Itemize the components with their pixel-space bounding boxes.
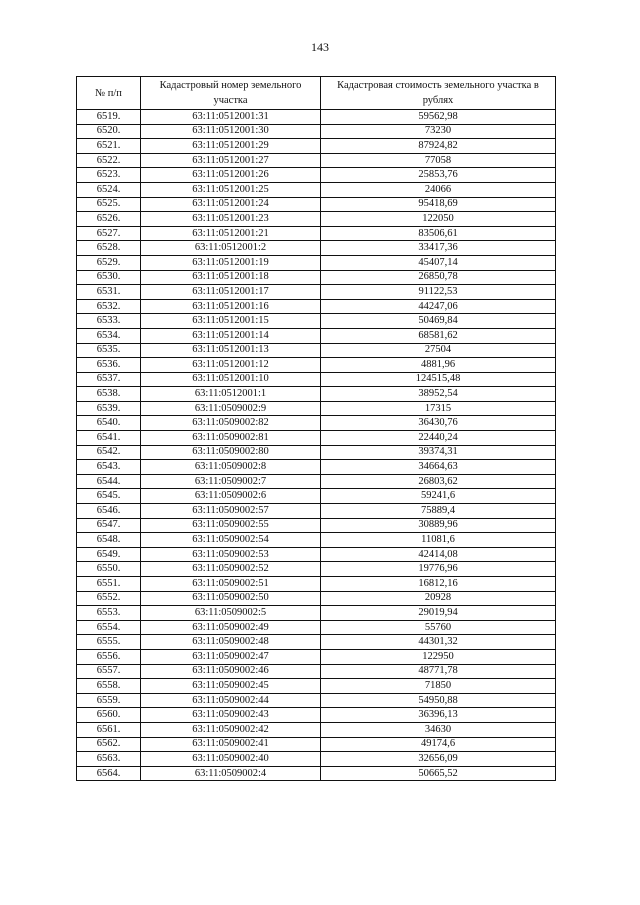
cell-cadastral-value: 11081,6: [321, 533, 556, 548]
cell-cadastral-number: 63:11:0512001:2: [141, 241, 321, 256]
header-cadastral-number: Кадастровый номер земельного участка: [141, 77, 321, 110]
cell-row-number: 6557.: [77, 664, 141, 679]
cell-row-number: 6547.: [77, 518, 141, 533]
cell-cadastral-number: 63:11:0512001:29: [141, 139, 321, 154]
cell-cadastral-number: 63:11:0512001:26: [141, 168, 321, 183]
cell-row-number: 6559.: [77, 693, 141, 708]
table-row: [77, 328, 556, 343]
cell-row-number: 6550.: [77, 562, 141, 577]
header-cadastral-value: Кадастровая стоимость земельного участка в рублях: [321, 77, 556, 110]
cell-cadastral-number: 63:11:0512001:10: [141, 372, 321, 387]
cell-row-number: 6543.: [77, 460, 141, 475]
cell-row-number: 6535.: [77, 343, 141, 358]
cell-cadastral-number: 63:11:0509002:4: [141, 766, 321, 781]
cell-cadastral-value: 122950: [321, 649, 556, 664]
cell-cadastral-value: 122050: [321, 212, 556, 227]
cell-cadastral-value: 4881,96: [321, 358, 556, 373]
cell-row-number: 6541.: [77, 431, 141, 446]
cell-cadastral-value: 29019,94: [321, 606, 556, 621]
cell-cadastral-value: 68581,62: [321, 328, 556, 343]
cell-row-number: 6519.: [77, 110, 141, 125]
table-row: [77, 182, 556, 197]
cell-cadastral-value: 59562,98: [321, 110, 556, 125]
table-row: [77, 620, 556, 635]
cell-row-number: 6522.: [77, 153, 141, 168]
cell-row-number: 6564.: [77, 766, 141, 781]
table-row: [77, 431, 556, 446]
cell-cadastral-number: 63:11:0512001:16: [141, 299, 321, 314]
cell-cadastral-value: 50469,84: [321, 314, 556, 329]
table-row: [77, 387, 556, 402]
cell-cadastral-number: 63:11:0509002:8: [141, 460, 321, 475]
cell-cadastral-number: 63:11:0509002:44: [141, 693, 321, 708]
cell-cadastral-value: 45407,14: [321, 255, 556, 270]
cell-row-number: 6545.: [77, 489, 141, 504]
cell-cadastral-number: 63:11:0509002:7: [141, 474, 321, 489]
page-number: 143: [311, 40, 329, 54]
cell-row-number: 6558.: [77, 679, 141, 694]
table-row: [77, 445, 556, 460]
table-row: [77, 460, 556, 475]
cell-row-number: 6548.: [77, 533, 141, 548]
cell-cadastral-value: 83506,61: [321, 226, 556, 241]
table-body: [77, 110, 556, 781]
cell-cadastral-value: 33417,36: [321, 241, 556, 256]
cell-cadastral-number: 63:11:0512001:12: [141, 358, 321, 373]
cell-row-number: 6523.: [77, 168, 141, 183]
table-row: [77, 153, 556, 168]
cell-cadastral-value: 87924,82: [321, 139, 556, 154]
table-row: [77, 124, 556, 139]
cell-row-number: 6531.: [77, 285, 141, 300]
cell-row-number: 6546.: [77, 504, 141, 519]
cell-cadastral-value: 44247,06: [321, 299, 556, 314]
cadastral-value-table: [76, 76, 556, 781]
cell-cadastral-value: 91122,53: [321, 285, 556, 300]
table-row: [77, 168, 556, 183]
table-row: [77, 708, 556, 723]
table-row: [77, 489, 556, 504]
cell-cadastral-number: 63:11:0509002:52: [141, 562, 321, 577]
table-row: [77, 664, 556, 679]
cell-row-number: 6555.: [77, 635, 141, 650]
cell-row-number: 6553.: [77, 606, 141, 621]
cell-cadastral-number: 63:11:0509002:46: [141, 664, 321, 679]
cell-cadastral-number: 63:11:0512001:31: [141, 110, 321, 125]
cell-cadastral-number: 63:11:0509002:55: [141, 518, 321, 533]
cell-row-number: 6552.: [77, 591, 141, 606]
cell-cadastral-number: 63:11:0509002:50: [141, 591, 321, 606]
table-row: [77, 255, 556, 270]
cell-row-number: 6537.: [77, 372, 141, 387]
cell-row-number: 6560.: [77, 708, 141, 723]
cell-cadastral-number: 63:11:0512001:18: [141, 270, 321, 285]
cell-row-number: 6528.: [77, 241, 141, 256]
table-row: [77, 358, 556, 373]
cell-cadastral-value: 34664,63: [321, 460, 556, 475]
cell-row-number: 6540.: [77, 416, 141, 431]
table-row: [77, 226, 556, 241]
cell-row-number: 6520.: [77, 124, 141, 139]
cell-cadastral-number: 63:11:0512001:23: [141, 212, 321, 227]
cell-cadastral-number: 63:11:0509002:81: [141, 431, 321, 446]
cell-cadastral-value: 22440,24: [321, 431, 556, 446]
cell-row-number: 6542.: [77, 445, 141, 460]
cell-cadastral-value: 32656,09: [321, 752, 556, 767]
cell-row-number: 6562.: [77, 737, 141, 752]
cell-cadastral-value: 75889,4: [321, 504, 556, 519]
cell-cadastral-value: 50665,52: [321, 766, 556, 781]
cell-row-number: 6533.: [77, 314, 141, 329]
table-row: [77, 504, 556, 519]
table-row: [77, 270, 556, 285]
cell-row-number: 6527.: [77, 226, 141, 241]
cell-cadastral-number: 63:11:0512001:17: [141, 285, 321, 300]
table-row: [77, 474, 556, 489]
cell-cadastral-number: 63:11:0509002:57: [141, 504, 321, 519]
cell-cadastral-number: 63:11:0512001:30: [141, 124, 321, 139]
cell-cadastral-value: 71850: [321, 679, 556, 694]
cell-cadastral-number: 63:11:0509002:42: [141, 722, 321, 737]
cell-row-number: 6551.: [77, 577, 141, 592]
cell-cadastral-value: 59241,6: [321, 489, 556, 504]
table-row: [77, 241, 556, 256]
cell-cadastral-number: 63:11:0509002:51: [141, 577, 321, 592]
cell-cadastral-number: 63:11:0512001:15: [141, 314, 321, 329]
cell-cadastral-number: 63:11:0509002:80: [141, 445, 321, 460]
table-row: [77, 285, 556, 300]
cell-cadastral-number: 63:11:0512001:19: [141, 255, 321, 270]
cell-cadastral-number: 63:11:0512001:25: [141, 182, 321, 197]
cell-row-number: 6554.: [77, 620, 141, 635]
cell-cadastral-number: 63:11:0512001:14: [141, 328, 321, 343]
table-row: [77, 139, 556, 154]
cell-cadastral-number: 63:11:0509002:6: [141, 489, 321, 504]
table-row: [77, 314, 556, 329]
cell-cadastral-number: 63:11:0509002:54: [141, 533, 321, 548]
table-row: [77, 197, 556, 212]
table-row: [77, 212, 556, 227]
cell-row-number: 6538.: [77, 387, 141, 402]
cell-row-number: 6530.: [77, 270, 141, 285]
cell-cadastral-number: 63:11:0509002:5: [141, 606, 321, 621]
cell-cadastral-number: 63:11:0509002:9: [141, 401, 321, 416]
cell-row-number: 6526.: [77, 212, 141, 227]
cell-cadastral-number: 63:11:0509002:41: [141, 737, 321, 752]
table-row: [77, 372, 556, 387]
cell-row-number: 6556.: [77, 649, 141, 664]
cell-cadastral-number: 63:11:0509002:49: [141, 620, 321, 635]
cell-cadastral-value: 54950,88: [321, 693, 556, 708]
cell-row-number: 6539.: [77, 401, 141, 416]
cell-cadastral-number: 63:11:0512001:1: [141, 387, 321, 402]
cell-cadastral-number: 63:11:0509002:82: [141, 416, 321, 431]
cell-row-number: 6544.: [77, 474, 141, 489]
cell-cadastral-value: 44301,32: [321, 635, 556, 650]
table-row: [77, 606, 556, 621]
table-row: [77, 577, 556, 592]
cell-cadastral-value: 19776,96: [321, 562, 556, 577]
table-row: [77, 299, 556, 314]
cell-row-number: 6561.: [77, 722, 141, 737]
cell-cadastral-value: 77058: [321, 153, 556, 168]
cell-cadastral-value: 38952,54: [321, 387, 556, 402]
table-header: [77, 77, 556, 110]
table-row: [77, 722, 556, 737]
cell-cadastral-value: 27504: [321, 343, 556, 358]
cell-cadastral-value: 36430,76: [321, 416, 556, 431]
table-row: [77, 591, 556, 606]
cell-cadastral-value: 24066: [321, 182, 556, 197]
table-row: [77, 679, 556, 694]
cell-cadastral-number: 63:11:0509002:43: [141, 708, 321, 723]
header-row: [77, 77, 556, 110]
cell-row-number: 6549.: [77, 547, 141, 562]
cell-cadastral-value: 26803,62: [321, 474, 556, 489]
cell-cadastral-number: 63:11:0509002:48: [141, 635, 321, 650]
cell-row-number: 6563.: [77, 752, 141, 767]
table-row: [77, 766, 556, 781]
cell-row-number: 6532.: [77, 299, 141, 314]
cell-cadastral-value: 34630: [321, 722, 556, 737]
table-row: [77, 533, 556, 548]
table-row: [77, 547, 556, 562]
cell-cadastral-number: 63:11:0512001:21: [141, 226, 321, 241]
table-row: [77, 110, 556, 125]
cell-cadastral-value: 30889,96: [321, 518, 556, 533]
table-row: [77, 752, 556, 767]
cell-row-number: 6536.: [77, 358, 141, 373]
cell-cadastral-value: 39374,31: [321, 445, 556, 460]
cell-row-number: 6524.: [77, 182, 141, 197]
cell-cadastral-value: 42414,08: [321, 547, 556, 562]
cell-cadastral-number: 63:11:0512001:13: [141, 343, 321, 358]
table-row: [77, 649, 556, 664]
table-row: [77, 518, 556, 533]
cell-cadastral-value: 55760: [321, 620, 556, 635]
cell-cadastral-value: 25853,76: [321, 168, 556, 183]
cell-cadastral-value: 17315: [321, 401, 556, 416]
cell-cadastral-value: 20928: [321, 591, 556, 606]
table-row: [77, 343, 556, 358]
table-row: [77, 416, 556, 431]
table-row: [77, 562, 556, 577]
header-number: № п/п: [77, 77, 141, 110]
cell-cadastral-number: 63:11:0509002:47: [141, 649, 321, 664]
table-row: [77, 635, 556, 650]
table-row: [77, 693, 556, 708]
cell-cadastral-value: 48771,78: [321, 664, 556, 679]
cell-row-number: 6525.: [77, 197, 141, 212]
cell-cadastral-number: 63:11:0509002:45: [141, 679, 321, 694]
cell-cadastral-value: 95418,69: [321, 197, 556, 212]
cell-row-number: 6534.: [77, 328, 141, 343]
cell-cadastral-number: 63:11:0509002:53: [141, 547, 321, 562]
cell-cadastral-value: 26850,78: [321, 270, 556, 285]
cell-row-number: 6529.: [77, 255, 141, 270]
cell-cadastral-value: 73230: [321, 124, 556, 139]
cell-cadastral-value: 49174,6: [321, 737, 556, 752]
cell-row-number: 6521.: [77, 139, 141, 154]
table-row: [77, 737, 556, 752]
cell-cadastral-number: 63:11:0509002:40: [141, 752, 321, 767]
cell-cadastral-number: 63:11:0512001:27: [141, 153, 321, 168]
table-row: [77, 401, 556, 416]
cell-cadastral-value: 16812,16: [321, 577, 556, 592]
cell-cadastral-value: 36396,13: [321, 708, 556, 723]
cell-cadastral-number: 63:11:0512001:24: [141, 197, 321, 212]
cell-cadastral-value: 124515,48: [321, 372, 556, 387]
